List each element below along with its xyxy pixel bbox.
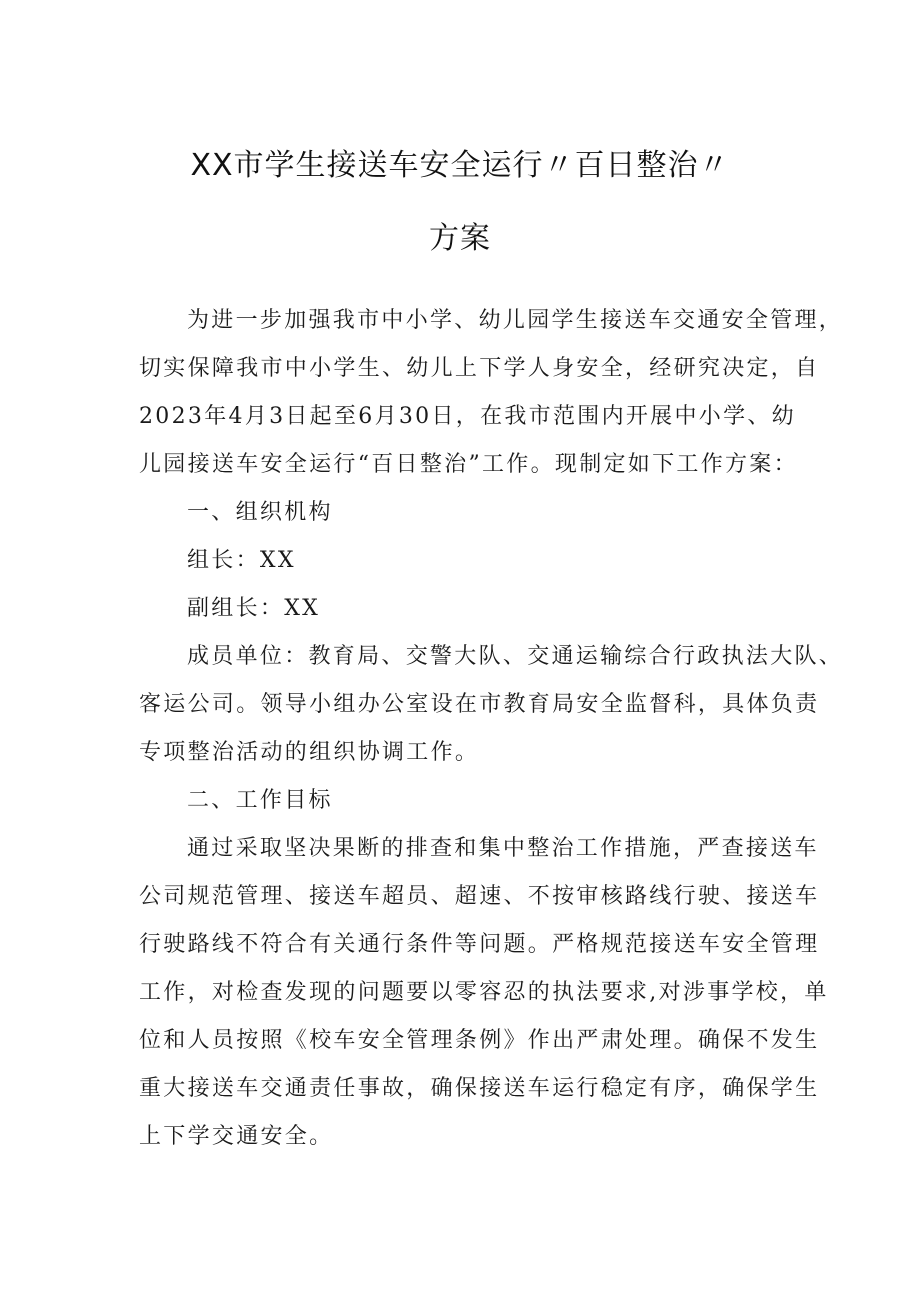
text-line: 儿园接送车安全运行“百日整治”工作。现制定如下工作方案： bbox=[139, 452, 798, 477]
document-title-line-2: 方案 bbox=[429, 221, 491, 256]
section-heading-text: 一、组织机构 bbox=[187, 500, 333, 525]
text-line: 重大接送车交通责任事故，确保接送车运行稳定有序，确保学生 bbox=[139, 1076, 820, 1101]
text-line: 客运公司。领导小组办公室设在市教育局安全监督科，具体负责 bbox=[139, 692, 820, 717]
text-line: 为进一步加强我市中小学、幼儿园学生接送车交通安全管理， bbox=[187, 308, 844, 333]
intro-paragraph bbox=[139, 297, 844, 489]
deputy-team-leader-line bbox=[139, 585, 791, 633]
section-heading-text: 二、工作目标 bbox=[187, 788, 333, 813]
team-leader-line bbox=[139, 537, 791, 585]
text-line: 位和人员按照《校车安全管理条例》作出严肃处理。确保不发生 bbox=[139, 1028, 820, 1053]
text-line: 2023年4月3日起至6月30日，在我市范围内开展中小学、幼 bbox=[139, 404, 796, 429]
text-line: 副组长：XX bbox=[187, 596, 321, 621]
member-units-paragraph bbox=[139, 633, 844, 777]
text-line: 上下学交通安全。 bbox=[139, 1124, 334, 1149]
text-line: 成员单位：教育局、交警大队、交通运输综合行政执法大队、 bbox=[187, 644, 844, 669]
text-line: 切实保障我市中小学生、幼儿上下学人身安全，经研究决定，自 bbox=[139, 356, 820, 381]
text-line: 工作，对检查发现的问题要以零容忍的执法要求,对涉事学校，单 bbox=[139, 980, 829, 1005]
document-body bbox=[139, 297, 844, 1161]
text-line: 组长：XX bbox=[187, 548, 296, 573]
section-heading-organization bbox=[139, 489, 791, 537]
document-title-line-1: XX市学生接送车安全运行〃百日整治〃 bbox=[190, 148, 730, 183]
text-line: 专项整治活动的组织协调工作。 bbox=[139, 740, 480, 765]
text-line: 通过采取坚决果断的排查和集中整治工作措施，严查接送车 bbox=[187, 836, 819, 861]
goals-paragraph bbox=[139, 825, 829, 1161]
text-line: 行驶路线不符合有关通行条件等问题。严格规范接送车安全管理 bbox=[139, 932, 820, 957]
text-line: 公司规范管理、接送车超员、超速、不按审核路线行驶、接送车 bbox=[139, 884, 820, 909]
section-heading-goals bbox=[139, 777, 791, 825]
